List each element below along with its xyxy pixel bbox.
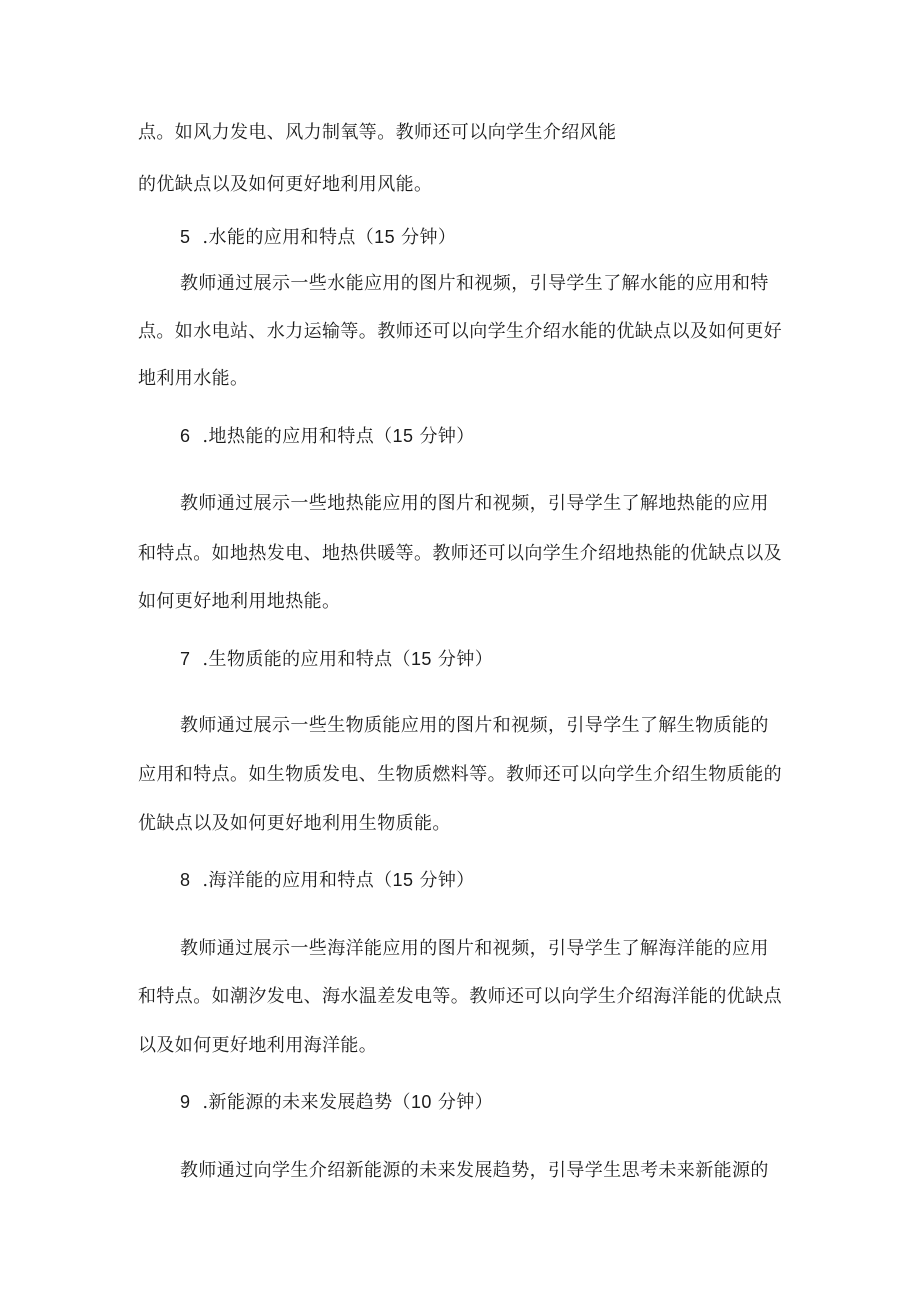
section-7-line-2: 应用和特点。如生物质发电、生物质燃料等。教师还可以向学生介绍生物质能的 [138,764,782,785]
section-title: .海洋能的应用和特点（ [202,870,393,891]
section-7-line-3: 优缺点以及如何更好地利用生物质能。 [138,813,451,834]
section-5-line-1: 教师通过展示一些水能应用的图片和视频，引导学生了解水能的应用和特 [180,273,769,294]
section-title: .水能的应用和特点（ [202,227,375,248]
section-number: 6 [180,426,191,446]
section-duration-unit: 分钟） [413,870,475,891]
section-duration-unit: 分钟） [431,649,494,670]
section-duration: 10 [410,1092,432,1112]
section-heading-8 [180,867,475,894]
section-heading-7 [180,646,493,673]
section-duration: 15 [374,227,395,247]
section-5-line-3: 地利用水能。 [138,368,249,389]
section-duration: 15 [392,426,414,446]
intro-line-2: 的优缺点以及如何更好地利用风能。 [138,174,433,195]
section-6-line-2: 和特点。如地热发电、地热供暖等。教师还可以向学生介绍地热能的优缺点以及 [138,543,782,564]
section-8-line-1: 教师通过展示一些海洋能应用的图片和视频，引导学生了解海洋能的应用 [180,938,769,959]
section-number: 5 [180,227,191,247]
section-6-line-1: 教师通过展示一些地热能应用的图片和视频，引导学生了解地热能的应用 [180,493,769,514]
section-heading-5 [180,224,456,251]
section-duration: 15 [410,649,432,669]
section-duration-unit: 分钟） [413,426,475,447]
intro-line-1: 点。如风力发电、风力制氧等。教师还可以向学生介绍风能 [138,122,617,143]
section-6-line-3: 如何更好地利用地热能。 [138,591,341,612]
section-number: 9 [180,1092,191,1112]
section-duration-unit: 分钟） [394,227,457,248]
section-duration: 15 [392,870,414,890]
section-heading-9 [180,1089,493,1116]
section-8-line-2: 和特点。如潮汐发电、海水温差发电等。教师还可以向学生介绍海洋能的优缺点 [138,986,782,1007]
section-number: 8 [180,870,191,890]
section-number: 7 [180,649,191,669]
section-9-line-1: 教师通过向学生介绍新能源的未来发展趋势，引导学生思考未来新能源的 [180,1160,769,1181]
section-title: .地热能的应用和特点（ [202,426,393,447]
section-title: .生物质能的应用和特点（ [202,649,411,670]
section-title: .新能源的未来发展趋势（ [202,1092,411,1113]
section-duration-unit: 分钟） [431,1092,494,1113]
section-8-line-3: 以及如何更好地利用海洋能。 [138,1035,378,1056]
section-5-line-2: 点。如水电站、水力运输等。教师还可以向学生介绍水能的优缺点以及如何更好 [138,321,782,342]
section-7-line-1: 教师通过展示一些生物质能应用的图片和视频，引导学生了解生物质能的 [180,715,769,736]
section-heading-6 [180,423,475,450]
